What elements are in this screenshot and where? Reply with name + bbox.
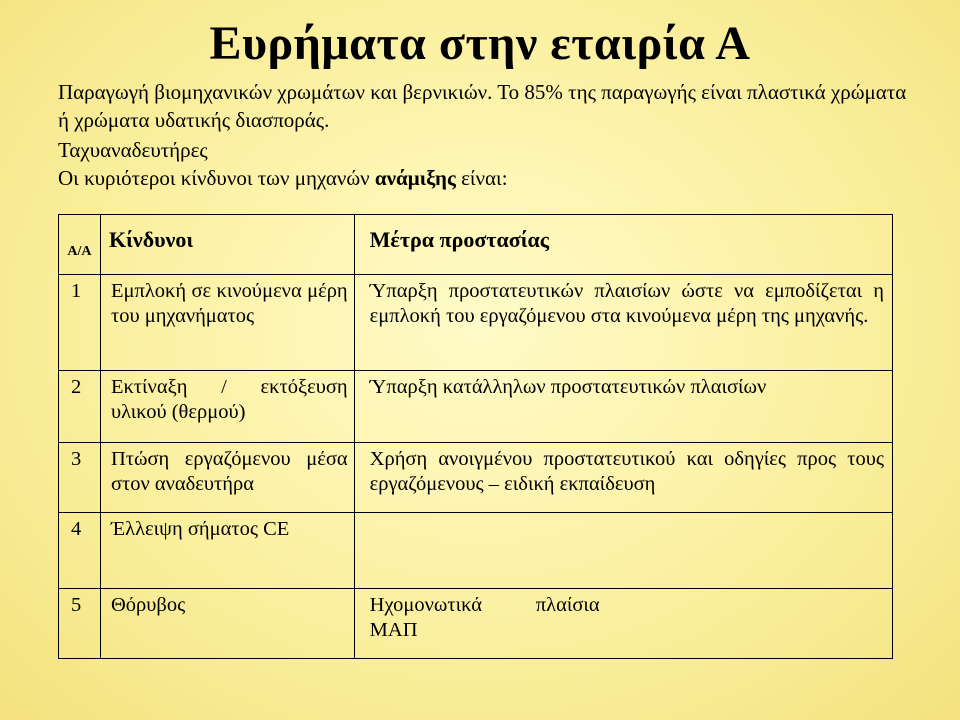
table-row — [59, 513, 893, 589]
row-number: 4 — [59, 513, 101, 589]
header-measures: Μέτρα προστασίας — [354, 215, 892, 275]
header-number: Α/Α — [59, 215, 101, 275]
row-measure: Ύπαρξη κατάλληλων προστατευτικών πλαισίων — [354, 371, 892, 443]
table-row — [59, 589, 893, 659]
slide-title: Ευρήματα στην εταιρία Α — [209, 17, 751, 70]
table-header-row — [59, 215, 893, 275]
intro-risks-prefix: Οι κυριότεροι κίνδυνοι των μηχανών — [58, 166, 375, 190]
row-number: 2 — [59, 371, 101, 443]
table-row — [59, 371, 893, 443]
intro-text — [58, 78, 918, 192]
intro-risks-bold: ανάμιξης — [374, 166, 456, 190]
row-hazard: Εκτίναξη / εκτόξευση υλικού (θερμού) — [100, 371, 354, 443]
intro-subheading: Ταχυαναδευτήρες — [58, 138, 208, 162]
row-number: 5 — [59, 589, 101, 659]
row-hazard: Πτώση εργαζόμενου μέσα στον αναδευτήρα — [100, 443, 354, 513]
intro-risks-suffix: είναι: — [455, 166, 508, 190]
row-measure: Ηχομονωτικά πλαίσια ΜΑΠ — [354, 589, 892, 659]
row-measure: Χρήση ανοιγμένου προστατευτικού και οδηγίες προς τους εργαζόμενους – ειδική εκπαίδευση — [354, 443, 892, 513]
hazards-table — [58, 214, 893, 659]
header-hazards: Κίνδυνοι — [100, 215, 354, 275]
row-hazard: Εμπλοκή σε κινούμενα μέρη του μηχανήματος — [100, 275, 354, 371]
table-row — [59, 275, 893, 371]
row-hazard: Έλλειψη σήματος CE — [100, 513, 354, 589]
intro-line-production: Παραγωγή βιομηχανικών χρωμάτων και βερνικιών. Το 85% της παραγωγής είναι πλαστικά χρώματα ή χρώματα υδατικής διασποράς. — [58, 80, 907, 132]
row-number: 3 — [59, 443, 101, 513]
row-number: 1 — [59, 275, 101, 371]
table-row — [59, 443, 893, 513]
intro-line-risks — [58, 164, 918, 192]
row-measure — [354, 513, 892, 589]
row-measure: Ύπαρξη προστατευτικών πλαισίων ώστε να εμποδίζεται η εμπλοκή του εργαζόμενου στα κινούμενα μέρη της μηχανής. — [354, 275, 892, 371]
row-hazard: Θόρυβος — [100, 589, 354, 659]
